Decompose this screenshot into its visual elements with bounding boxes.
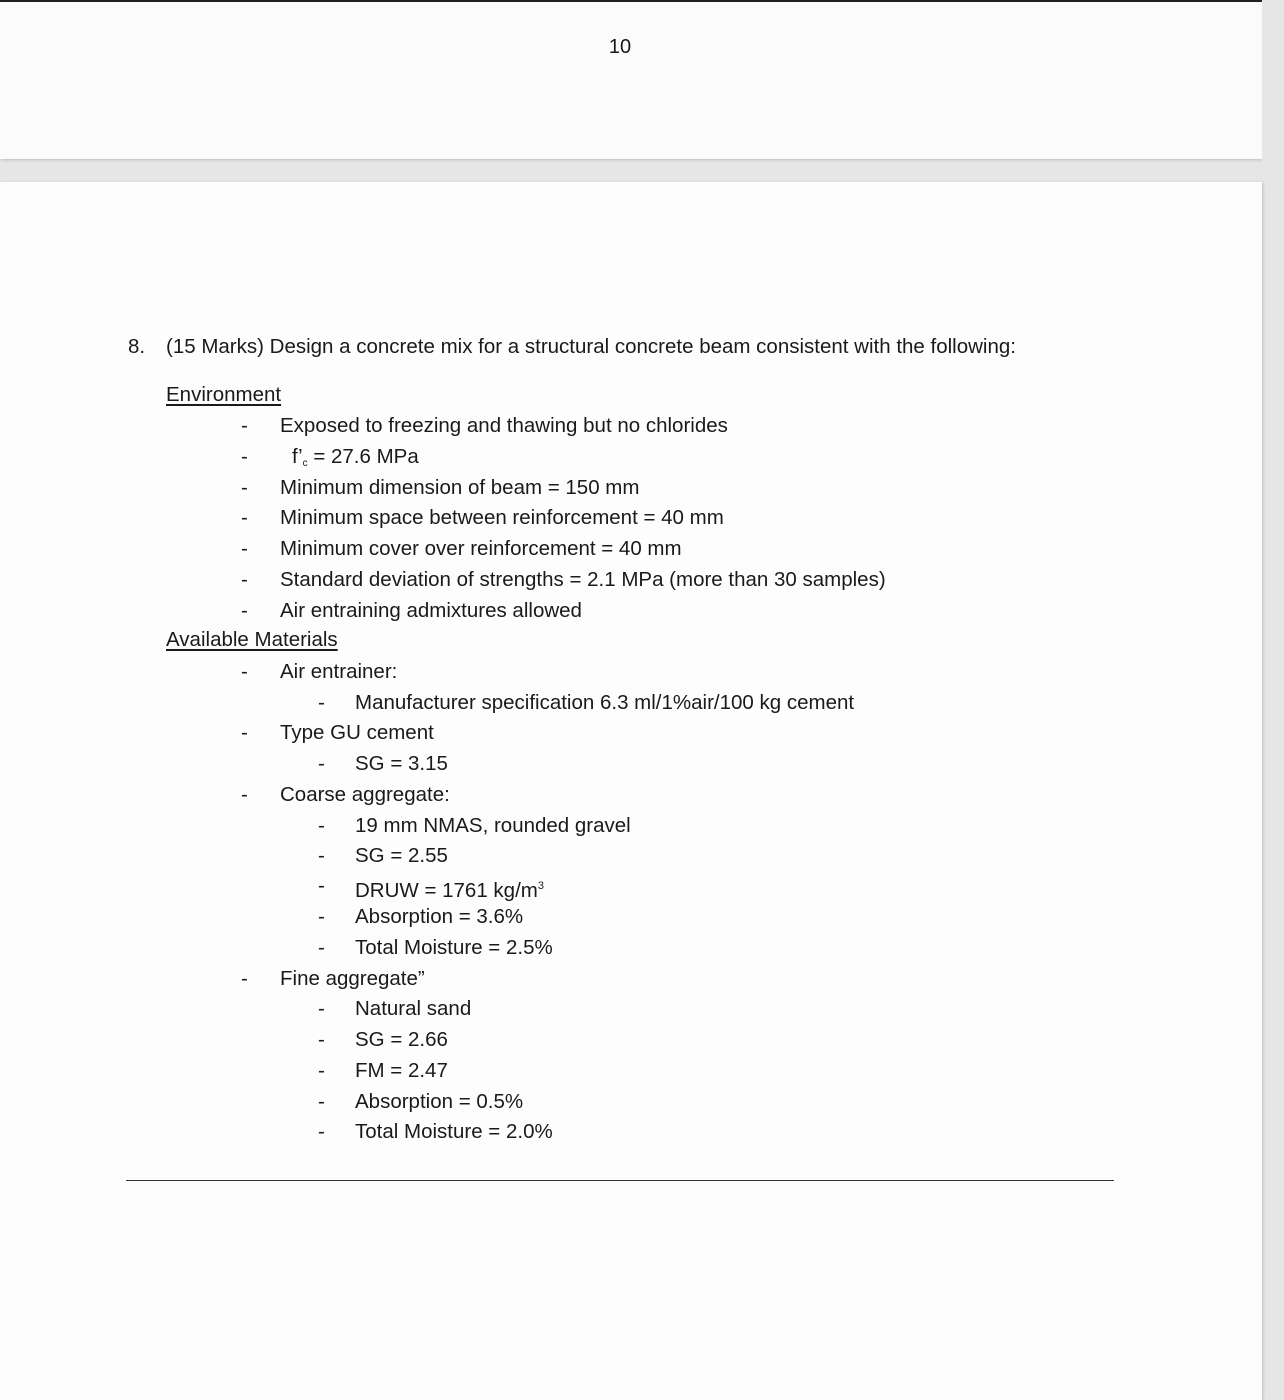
superscript-3: 3 (537, 880, 544, 892)
viewer-background (1262, 0, 1284, 1400)
question-text: (15 Marks) Design a concrete mix for a structural concrete beam consistent with the following: (166, 335, 1016, 358)
fc-subscript: c (302, 458, 308, 469)
previous-page (0, 2, 1262, 159)
materials-heading: Available Materials (166, 628, 338, 651)
question-number: 8. (128, 335, 146, 358)
question-8 (128, 335, 1016, 359)
page-number: 10 (608, 36, 632, 58)
current-page (0, 182, 1262, 1400)
fc-value: = 27.6 MPa (313, 445, 419, 468)
environment-heading: Environment (166, 383, 282, 406)
fc-symbol: f’ (292, 445, 303, 468)
section-divider (126, 1180, 1114, 1181)
